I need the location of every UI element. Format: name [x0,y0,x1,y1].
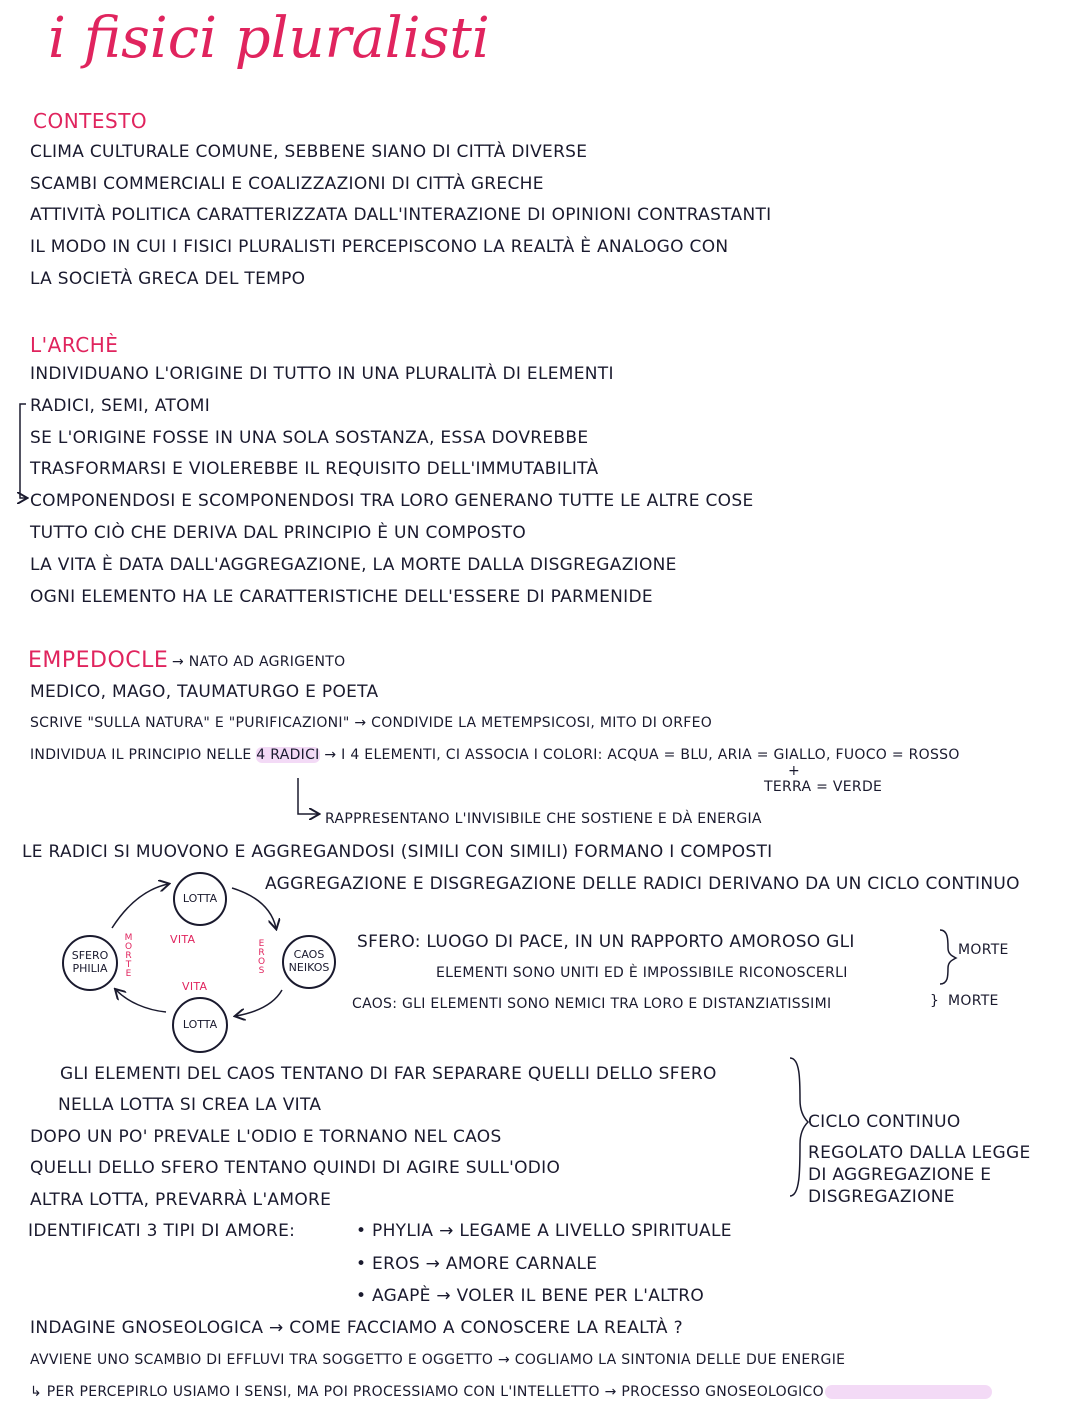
lotta-label: LOTTA [182,891,218,905]
arche-line: INDIVIDUANO L'ORIGINE DI TUTTO IN UNA PLURALITÀ DI ELEMENTI [30,364,614,384]
philia-label: PHILIA [72,962,108,975]
radici-line: LE RADICI SI MUOVONO E AGGREGANDOSI (SIMILI CON SIMILI) FORMANO I COMPOSTI [22,842,773,862]
section-heading-contesto: CONTESTO [33,109,148,133]
contesto-line: CLIMA CULTURALE COMUNE, SEBBENE SIANO DI CITTÀ DIVERSE [30,142,588,162]
rappresentano-line: RAPPRESENTANO L'INVISIBILE CHE SOSTIENE E DÀ ENERGIA [325,811,762,827]
terra-verde: TERRA = VERDE [764,779,883,795]
empedocle-line: SCRIVE "SULLA NATURA" E "PURIFICAZIONI" → CONDIVIDE LA METEMPSICOSI, MITO DI ORFEO [30,715,713,731]
lotta-label: LOTTA [182,1017,218,1031]
caos-brace: } [930,993,940,1009]
empedocle-born: → NATO AD AGRIGENTO [172,654,346,670]
cycle-side-line: DISGREGAZIONE [808,1187,955,1207]
vita-label-top: VITA [170,933,196,946]
cycle-line: DOPO UN PO' PREVALE L'ODIO E TORNANO NEL CAOS [30,1127,502,1147]
section-heading-arche: L'ARCHÈ [30,333,119,357]
gnoseologia-line: AVVIENE UNO SCAMBIO DI EFFLUVI TRA SOGGETTO E OGGETTO → COGLIAMO LA SINTONIA DELLE DUE ENERGIE [30,1352,846,1368]
section-heading-empedocle: EMPEDOCLE [28,648,169,673]
sfero-morte: MORTE [958,942,1009,958]
ciclo-line: AGGREGAZIONE E DISGREGAZIONE DELLE RADICI DERIVANO DA UN CICLO CONTINUO [265,874,1020,894]
cycle-side-line: DI AGGREGAZIONE E [808,1165,992,1185]
cycle-side-line: REGOLATO DALLA LEGGE [808,1143,1031,1163]
principio-text: INDIVIDUA IL PRINCIPIO NELLE [30,747,252,763]
arche-bracket [20,404,26,498]
caos-definition: CAOS: GLI ELEMENTI SONO NEMICI TRA LORO E DISTANZIATISSIMI [352,996,832,1012]
gnoseologia-text: ↳ PER PERCEPIRLO USIAMO I SENSI, MA POI PROCESSIAMO CON L'INTELLETTO → PROCESSO [30,1384,701,1400]
cycle-line: ALTRA LOTTA, PREVARRÀ L'AMORE [30,1190,332,1210]
arche-line: COMPONENDOSI E SCOMPONENDOSI TRA LORO GENERANO TUTTE LE ALTRE COSE [30,491,754,511]
gnoseologia-line-3 [30,1385,824,1399]
sfero-brace [940,930,956,984]
arrow-lotta-to-caos [232,888,276,928]
rappresentano-arrow [298,778,318,814]
sfero-definition-1: SFERO: LUOGO DI PACE, IN UN RAPPORTO AMOROSO GLI [357,932,855,952]
amore-type-eros: • EROS → AMORE CARNALE [356,1254,598,1274]
contesto-line: IL MODO IN CUI I FISICI PLURALISTI PERCEPISCONO LA REALTÀ È ANALOGO CON [30,237,729,257]
sfero-label: SFERO [71,949,109,963]
caos-morte: MORTE [948,993,999,1009]
cycle-line: QUELLI DELLO SFERO TENTANO QUINDI DI AGIRE SULL'ODIO [30,1158,561,1178]
cycle-line: GLI ELEMENTI DEL CAOS TENTANO DI FAR SEPARARE QUELLI DELLO SFERO [60,1064,717,1084]
arrow-sfero-to-lotta [112,884,168,928]
cycle-side-line: CICLO CONTINUO [808,1112,961,1132]
quattro-radici-highlight: 4 RADICI [256,747,320,763]
amore-intro: IDENTIFICATI 3 TIPI DI AMORE: [28,1221,296,1241]
arche-line: TUTTO CIÒ CHE DERIVA DAL PRINCIPIO È UN COMPOSTO [30,523,527,543]
vita-label-bottom: VITA [182,980,208,993]
sfero-definition-2: ELEMENTI SONO UNITI ED È IMPOSSIBILE RICONOSCERLI [436,965,848,981]
morte-vertical-label: MORTE [124,933,133,979]
page-title: i fisici pluralisti [48,6,490,71]
gnoseologia-line: INDAGINE GNOSEOLOGICA → COME FACCIAMO A CONOSCERE LA REALTÀ ? [30,1318,683,1338]
arche-line: SE L'ORIGINE FOSSE IN UNA SOLA SOSTANZA, ESSA DOVREBBE [30,428,589,448]
plus-sign: + [788,763,801,779]
arche-line: TRASFORMARSI E VIOLEREBBE IL REQUISITO DELL'IMMUTABILITÀ [30,459,599,479]
contesto-line: ATTIVITÀ POLITICA CARATTERIZZATA DALL'INTERAZIONE DI OPINIONI CONTRASTANTI [30,205,772,225]
amore-type-philia: • PHYLIA → LEGAME A LIVELLO SPIRITUALE [356,1221,732,1241]
cycle-line: NELLA LOTTA SI CREA LA VITA [58,1095,322,1115]
eros-vertical-label: EROS [257,939,266,976]
arche-line: LA VITA È DATA DALL'AGGREGAZIONE, LA MORTE DALLA DISGREGAZIONE [30,555,677,575]
arrow-caos-to-lotta [236,990,282,1016]
elementi-colori: → I 4 ELEMENTI, CI ASSOCIA I COLORI: ACQUA = BLU, ARIA = GIALLO, FUOCO = ROSSO [324,747,960,763]
arche-line: RADICI, SEMI, ATOMI [30,396,211,416]
neikos-label: NEIKOS [288,961,330,974]
cycle-brace [790,1058,808,1196]
empedocle-line: MEDICO, MAGO, TAUMATURGO E POETA [30,682,379,702]
contesto-line: LA SOCIETÀ GRECA DEL TEMPO [30,269,306,289]
contesto-line: SCAMBI COMMERCIALI E COALIZZAZIONI DI CITTÀ GRECHE [30,174,544,194]
amore-type-agape: • AGAPÈ → VOLER IL BENE PER L'ALTRO [356,1286,705,1306]
arrow-lotta-to-sfero [116,990,166,1012]
caos-label: CAOS [293,948,325,962]
arche-line: OGNI ELEMENTO HA LE CARATTERISTICHE DELL'ESSERE DI PARMENIDE [30,587,653,607]
gnoseologico-word: GNOSEOLOGICO [705,1384,824,1400]
